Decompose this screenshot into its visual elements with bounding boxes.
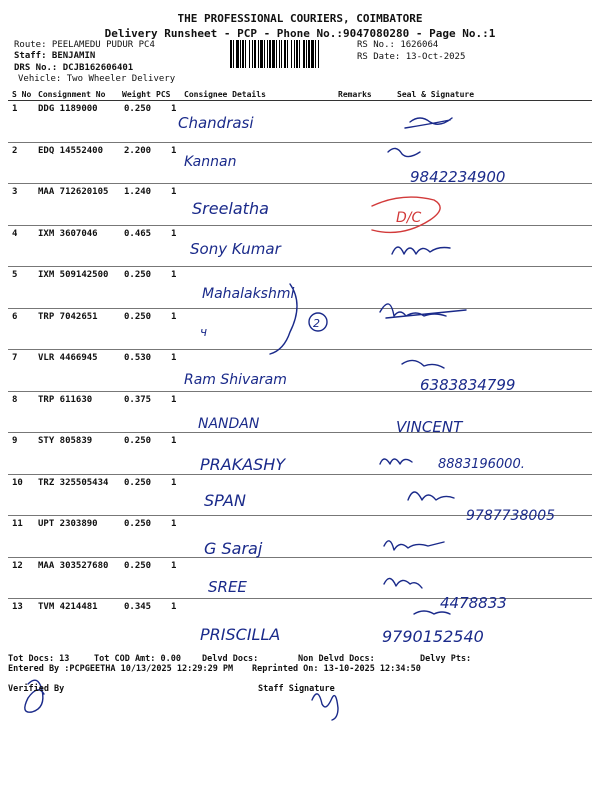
signature-12 [384, 578, 422, 588]
row-pcs: 1 [171, 602, 177, 612]
signature-2 [388, 148, 420, 156]
drs-number: DRS No.: DCJB162606401 [14, 63, 134, 73]
consignee-handwriting-5: Mahalakshmi [202, 286, 295, 302]
consignee-handwriting-3: Sreelatha [192, 199, 269, 218]
signature-13 [414, 611, 450, 614]
row-weight: 0.345 [124, 602, 152, 612]
seal-handwriting-8: VINCENT [396, 418, 463, 436]
row-sno: 1 [12, 104, 18, 114]
barcode-bar [281, 40, 282, 68]
row-pcs: 1 [171, 104, 177, 114]
row-consignment-no: IXM 3607046 [38, 228, 98, 239]
barcode-bar [242, 40, 244, 68]
col-remarks: Remarks [338, 90, 372, 99]
consignee-handwriting-13: PRISCILLA [200, 625, 281, 644]
row-sno: 11 [12, 519, 23, 529]
col-seal: Seal & Signature [397, 90, 475, 99]
delivery-points: Delvy Pts: [420, 654, 472, 664]
row-consignment-no: STY 805839 [38, 436, 93, 446]
row-weight: 0.530 [124, 353, 152, 363]
barcode-bar [303, 40, 305, 68]
row-weight: 0.375 [124, 394, 152, 405]
row-pcs: 1 [171, 353, 177, 363]
barcode-bar [279, 40, 280, 68]
consignee-handwriting-11: G Saraj [204, 539, 263, 558]
col-pcs: PCS [156, 90, 171, 99]
row-weight: 0.250 [124, 477, 152, 488]
row-sno: 10 [12, 477, 23, 488]
barcode-bar [269, 40, 271, 68]
phone-handwriting-7: 6383834799 [420, 376, 516, 394]
total-docs: Tot Docs: 13 [8, 654, 70, 664]
bracket-mark-5 [270, 284, 297, 354]
row-consignment-no: IXM 509142500 [38, 270, 109, 280]
consignee-handwriting-10: SPAN [204, 491, 246, 510]
row-sno: 6 [12, 311, 18, 322]
row-consignment-no: DDG 1189000 [38, 104, 98, 114]
signature-1 [405, 118, 452, 128]
row-divider [8, 308, 592, 309]
row-weight: 1.240 [124, 187, 152, 197]
row-divider [8, 391, 592, 392]
row-weight: 0.250 [124, 436, 152, 446]
row-consignment-no: VLR 4466945 [38, 353, 98, 363]
circled-number-6: 2 [313, 317, 320, 330]
row-consignment-no: UPT 2303890 [38, 519, 98, 529]
phone-handwriting-10: 9787738005 [466, 508, 556, 524]
signature-7 [402, 360, 444, 368]
row-weight: 2.200 [124, 145, 152, 156]
row-weight: 0.250 [124, 519, 152, 529]
row-consignment-no: EDQ 14552400 [38, 145, 104, 156]
row-weight: 0.250 [124, 311, 152, 322]
phone-handwriting-12: 4478833 [440, 594, 507, 612]
col-sno: S No [12, 90, 32, 99]
rs-number: RS No.: 1626064 [357, 40, 439, 50]
barcode-bar [272, 40, 275, 68]
signature-4 [392, 247, 450, 254]
col-weight: Weight [122, 90, 151, 99]
barcode-bar [318, 40, 319, 68]
entered-by: Entered By :PCPGEETHA 10/13/2025 12:29:29 PM [8, 664, 234, 674]
rs-date: RS Date: 13-Oct-2025 [357, 52, 466, 62]
row-weight: 0.465 [124, 228, 152, 239]
barcode-bar [264, 40, 265, 68]
barcode-bar [311, 40, 314, 68]
row-sno: 12 [12, 560, 23, 571]
signature-6 [380, 304, 466, 318]
col-consignment: Consignment No [38, 90, 106, 99]
row-divider [8, 225, 592, 226]
consignee-handwriting-12: SREE [208, 578, 247, 596]
barcode-bar [294, 40, 295, 68]
barcode-bar [260, 40, 263, 68]
barcode-bar [315, 40, 316, 68]
row-divider [8, 349, 592, 350]
row-consignment-no: TRP 7042651 [38, 311, 98, 322]
barcode-bar [258, 40, 259, 68]
verified-by-label: Verified By [8, 684, 65, 694]
row-divider [8, 142, 592, 143]
signature-9 [380, 459, 412, 464]
barcode-bar [276, 40, 277, 68]
row-consignment-no: MAA 712620105 [38, 187, 109, 197]
row-sno: 4 [12, 228, 18, 239]
barcode-bar [267, 40, 268, 68]
row-sno: 13 [12, 602, 23, 612]
barcode-bar [284, 40, 286, 68]
row-pcs: 1 [171, 311, 177, 322]
barcode-bar [236, 40, 239, 68]
row-pcs: 1 [171, 270, 177, 280]
reprinted-on: Reprinted On: 13-10-2025 12:34:50 [252, 664, 421, 674]
barcode-bar [249, 40, 250, 68]
total-cod-amount: Tot COD Amt: 0.00 [94, 654, 181, 664]
route-label: Route: PEELAMEDU PUDUR PC4 [14, 40, 155, 50]
barcode-image [230, 40, 352, 68]
row-pcs: 1 [171, 477, 177, 488]
signature-11 [384, 541, 444, 550]
consignee-handwriting-2: Kannan [184, 154, 237, 170]
row-sno: 5 [12, 270, 18, 280]
phone-handwriting-9: 8883196000. [438, 457, 525, 472]
row-sno: 8 [12, 394, 18, 405]
barcode-bar [240, 40, 241, 68]
barcode-bar [245, 40, 246, 68]
row-pcs: 1 [171, 560, 177, 571]
row-pcs: 1 [171, 228, 177, 239]
row-consignment-no: TRP 611630 [38, 394, 93, 405]
row-weight: 0.250 [124, 270, 152, 280]
consignee-handwriting-4: Sony Kumar [190, 240, 281, 258]
signature-10 [408, 492, 454, 500]
remark-handwriting-3: D/C [396, 210, 422, 226]
staff-signature-label: Staff Signature [258, 684, 335, 694]
row-divider [8, 432, 592, 433]
barcode-bar [308, 40, 310, 68]
remark-stamp-3 [372, 197, 440, 232]
barcode-bar [306, 40, 307, 68]
row-pcs: 1 [171, 187, 177, 197]
consignee-handwriting-9: PRAKASHY [200, 455, 286, 474]
staff-signature [312, 694, 338, 720]
header-rule [8, 100, 592, 101]
col-consignee: Consignee Details [184, 90, 266, 99]
row-pcs: 1 [171, 519, 177, 529]
barcode-bar [299, 40, 300, 68]
consignee-handwriting-8: NANDAN [198, 416, 260, 432]
consignee-handwriting-6: ч [200, 325, 208, 339]
row-divider [8, 515, 592, 516]
row-pcs: 1 [171, 145, 177, 156]
row-pcs: 1 [171, 394, 177, 405]
phone-handwriting-13: 9790152540 [382, 627, 484, 646]
vehicle-label: Vehicle: Two Wheeler Delivery [18, 74, 176, 84]
row-sno: 9 [12, 436, 18, 446]
phone-handwriting-2: 9842234900 [410, 168, 506, 186]
company-name: THE PROFESSIONAL COURIERS, COIMBATORE [177, 12, 423, 25]
row-pcs: 1 [171, 436, 177, 446]
delivered-docs: Delvd Docs: [202, 654, 259, 664]
row-divider [8, 474, 592, 475]
runsheet-title: Delivery Runsheet - PCP - Phone No.:9047080280 - Page No.:1 [104, 27, 496, 40]
row-weight: 0.250 [124, 560, 152, 571]
barcode-bar [252, 40, 253, 68]
row-divider [8, 598, 592, 599]
barcode-bar [254, 40, 256, 68]
row-sno: 2 [12, 145, 18, 156]
row-weight: 0.250 [124, 104, 152, 114]
non-delivered-docs: Non Delvd Docs: [298, 654, 375, 664]
circled-mark-6 [309, 313, 327, 331]
row-sno: 3 [12, 187, 18, 197]
row-consignment-no: TRZ 325505434 [38, 477, 109, 488]
row-divider [8, 557, 592, 558]
barcode-bar [233, 40, 234, 68]
consignee-handwriting-7: Ram Shivaram [184, 372, 287, 388]
consignee-handwriting-1: Chandrasi [178, 114, 254, 132]
row-divider [8, 266, 592, 267]
barcode-bar [296, 40, 298, 68]
row-consignment-no: TVM 4214481 [38, 602, 98, 612]
row-divider [8, 183, 592, 184]
barcode-bar [230, 40, 232, 68]
barcode-bar [287, 40, 288, 68]
barcode-bar [291, 40, 292, 68]
row-consignment-no: MAA 303527680 [38, 560, 109, 571]
row-sno: 7 [12, 353, 18, 363]
staff-label: Staff: BENJAMIN [14, 51, 96, 61]
